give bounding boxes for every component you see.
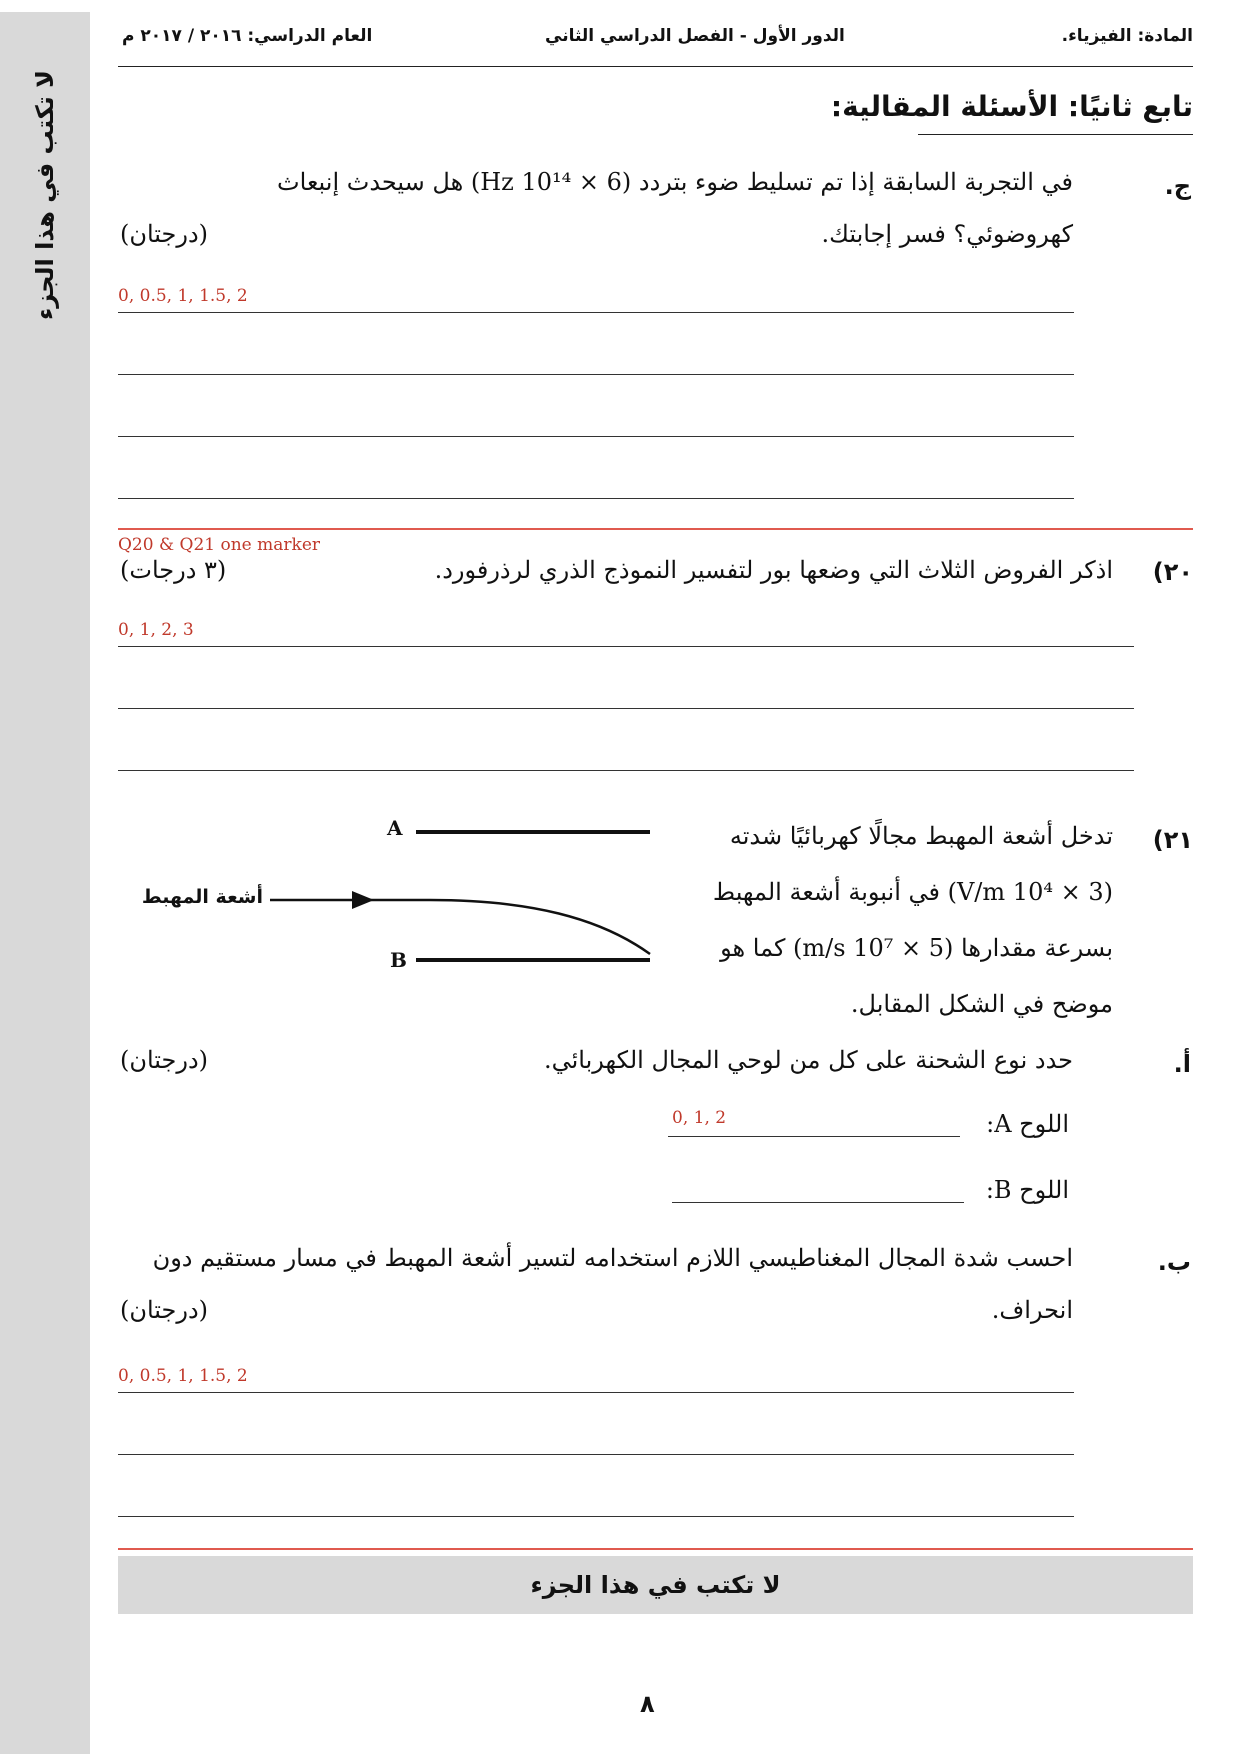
question-20-marking: 0, 1, 2, 3 (118, 620, 194, 640)
answer-line[interactable] (118, 708, 1134, 709)
question-21-line: (3 × 10⁴ V/m) في أنبوبة أشعة المهبط (712, 878, 1113, 906)
section-title: تابع ثانيًا: الأسئلة المقالية: (830, 90, 1193, 123)
part-b-line2: انحراف. (991, 1296, 1073, 1324)
beam-label: أشعة المهبط (141, 886, 263, 908)
plate-b-answer-line[interactable] (672, 1202, 964, 1203)
answer-line[interactable] (118, 1392, 1074, 1393)
answer-line[interactable] (118, 436, 1074, 437)
part-a-text: حدد نوع الشحنة على كل من لوحي المجال الكهربائي. (543, 1046, 1073, 1074)
plate-a-answer-label: اللوح A: (986, 1110, 1069, 1138)
do-not-write-label: لا تكتب في هذا الجزء (530, 1571, 781, 1599)
plate-b-answer-label: اللوح B: (985, 1176, 1069, 1204)
question-c-line2: كهروضوئي؟ فسر إجابتك. (821, 220, 1073, 248)
question-21-line: بسرعة مقدارها (5 × 10⁷ m/s) كما هو (720, 934, 1113, 962)
do-not-write-box (118, 1556, 1193, 1614)
part-a-marking: 0, 1, 2 (672, 1108, 727, 1128)
part-b-marking: 0, 0.5, 1, 1.5, 2 (118, 1366, 248, 1386)
answer-line[interactable] (118, 770, 1134, 771)
part-b-degrees: (درجتان) (120, 1296, 209, 1324)
question-20-text: اذكر الفروض الثلاث التي وضعها بور لتفسير النموذج الذري لرذرفورد. (434, 556, 1113, 584)
part-b-label: ب. (1157, 1248, 1191, 1276)
part-b-line1: احسب شدة المجال المغناطيسي اللازم استخدامه لتسير أشعة المهبط في مسار مستقيم دون (152, 1244, 1073, 1272)
answer-line[interactable] (118, 374, 1074, 375)
bottom-divider (118, 1548, 1193, 1550)
page-number: ٨ (640, 1690, 655, 1718)
marker-note: Q20 & Q21 one marker (118, 535, 320, 555)
arrow-head-icon (352, 891, 374, 909)
header-year: العام الدراسي: ٢٠١٦ / ٢٠١٧ م (122, 26, 373, 46)
answer-line[interactable] (118, 312, 1074, 313)
part-a-degrees: (درجتان) (120, 1046, 209, 1074)
answer-line[interactable] (118, 498, 1074, 499)
part-a-label: أ. (1173, 1050, 1191, 1078)
plate-b-label: B (390, 948, 407, 972)
question-c-marking: 0, 0.5, 1, 1.5, 2 (118, 286, 248, 306)
answer-line[interactable] (118, 646, 1134, 647)
header-subject: المادة: الفيزياء. (1061, 26, 1193, 46)
question-c-degrees: (درجتان) (120, 220, 209, 248)
question-21-line: تدخل أشعة المهبط مجالًا كهربائيًا شدته (729, 822, 1113, 850)
answer-line[interactable] (118, 1454, 1074, 1455)
beam-deflected (430, 900, 650, 954)
header-rule (118, 66, 1193, 67)
question-c-line1: في التجربة السابقة إذا تم تسليط ضوء بتردد (6 × 10¹⁴ Hz) هل سيحدث إنبعاث (277, 168, 1073, 196)
plate-a-label: A (387, 816, 403, 840)
question-20-number: ٢٠) (1152, 558, 1193, 586)
answer-line[interactable] (118, 1516, 1074, 1517)
question-20-degrees: (٣ درجات) (120, 556, 227, 584)
question-21-line: موضح في الشكل المقابل. (850, 990, 1113, 1018)
section-title-underline (918, 134, 1193, 135)
section-divider (118, 528, 1193, 530)
header-session: الدور الأول - الفصل الدراسي الثاني (545, 26, 845, 46)
question-c-label: ج. (1164, 172, 1191, 200)
question-21-number: ٢١) (1152, 826, 1193, 854)
plate-a-answer-line[interactable] (668, 1136, 960, 1137)
